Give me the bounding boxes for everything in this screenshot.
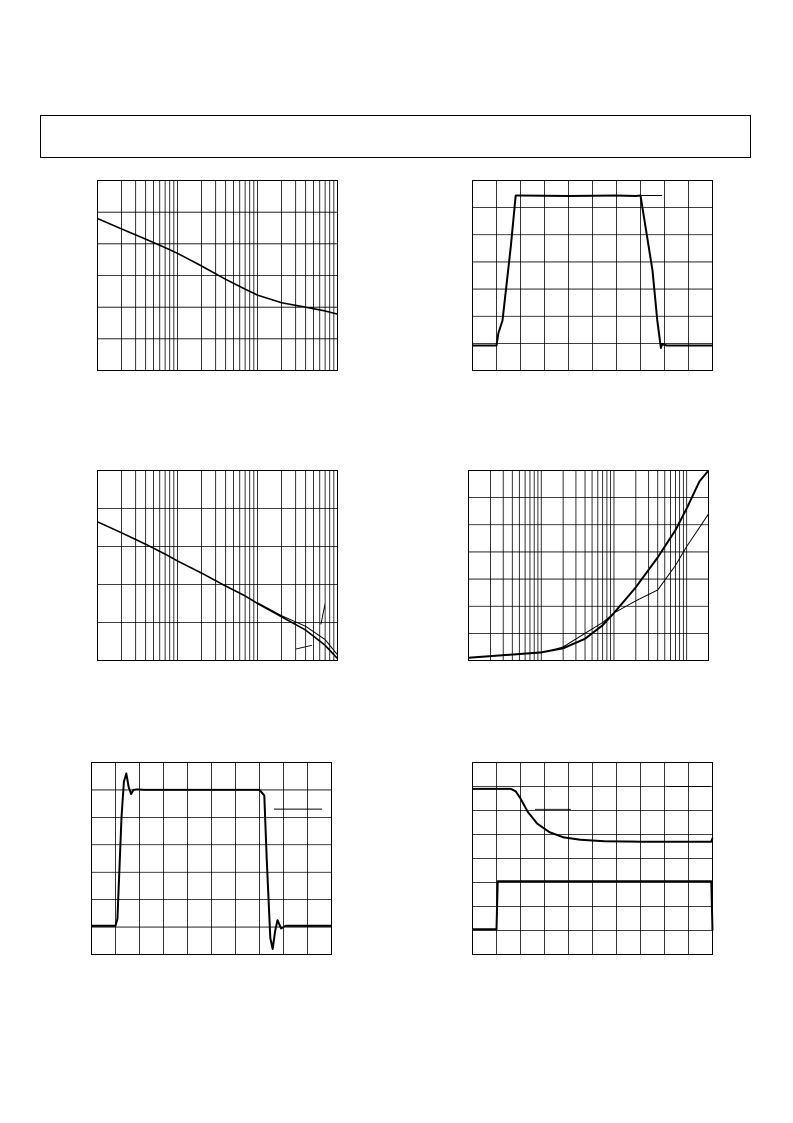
series-line [98, 219, 338, 315]
plot-frame [469, 471, 709, 661]
plot-2 [472, 180, 713, 371]
plot-6 [472, 762, 713, 955]
series-line [98, 522, 338, 659]
plot-5 [91, 762, 332, 955]
annotation-line [296, 645, 312, 649]
gridlines [473, 763, 713, 955]
annotation-line [321, 604, 325, 625]
gridlines [469, 471, 709, 661]
header-box [40, 115, 751, 158]
plot-frame [98, 471, 338, 661]
series-line [469, 471, 709, 658]
plot-3 [97, 470, 338, 661]
plot-1 [97, 180, 338, 371]
plot-4 [468, 470, 709, 661]
gridlines [98, 471, 338, 661]
